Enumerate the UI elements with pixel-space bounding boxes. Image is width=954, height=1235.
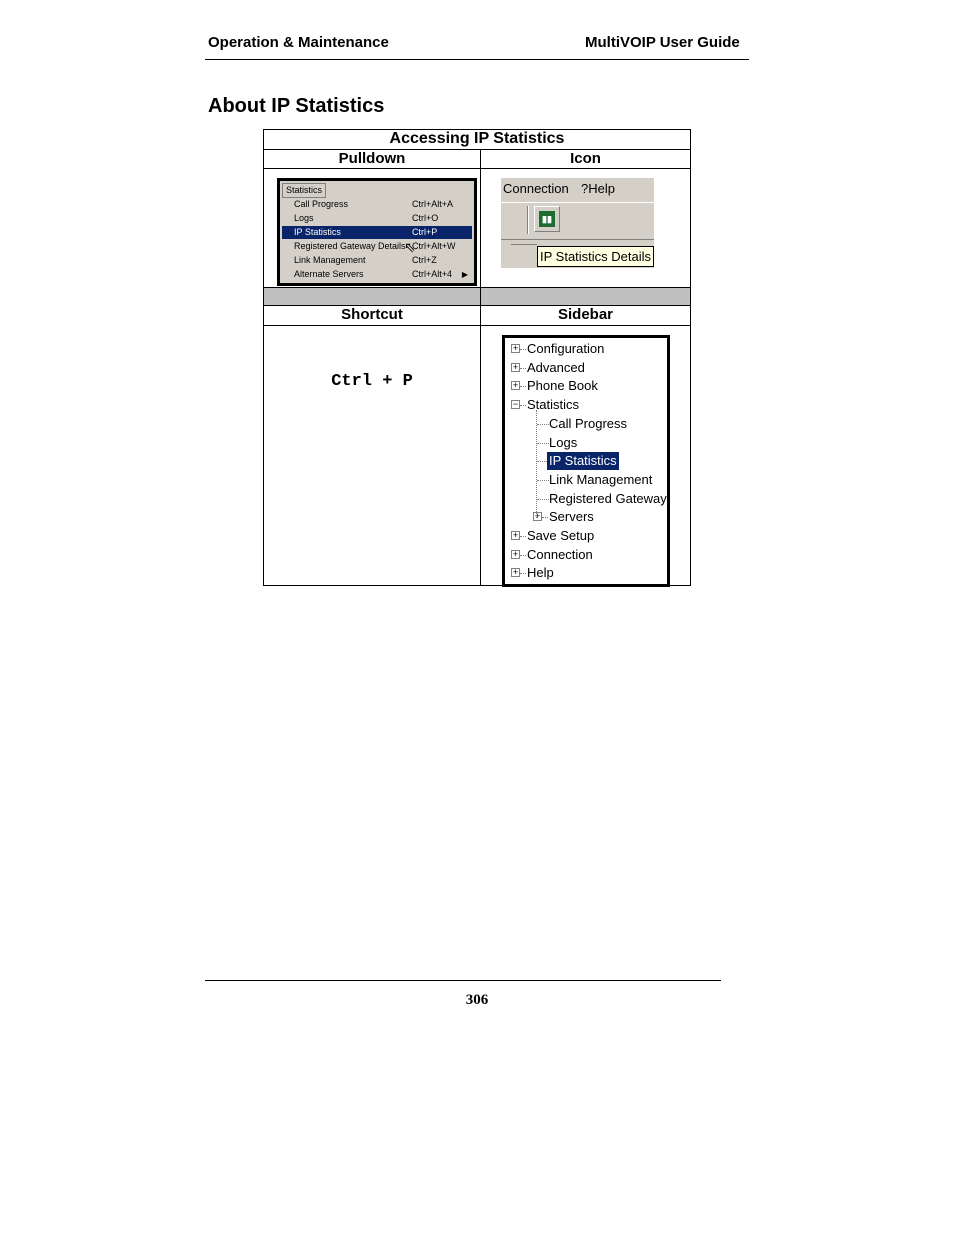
ip-statistics-icon: ▮▮ [539, 211, 555, 227]
tree-node[interactable] [509, 508, 667, 526]
tree-node-label: Configuration [527, 341, 605, 356]
pulldown-menu-screenshot [277, 178, 477, 286]
menu-item-label: IP Statistics [294, 227, 341, 237]
tree-node-label: Help [527, 565, 554, 581]
footer-rule [205, 980, 721, 981]
collapse-icon[interactable]: − [512, 399, 519, 410]
tree-node[interactable] [509, 377, 667, 395]
toolbar-screenshot [501, 178, 654, 268]
menu-item-label: Link Management [294, 255, 366, 265]
tree-node[interactable] [509, 490, 667, 508]
access-table [263, 129, 691, 586]
tree-connector [520, 536, 526, 537]
running-header-right: MultiVOIP User Guide [585, 34, 740, 51]
menu-item[interactable] [282, 254, 472, 267]
menu-help: ?Help [581, 181, 615, 196]
tree-node-label: Registered Gateway [549, 490, 667, 506]
menu-item-shortcut: Ctrl+O [412, 213, 439, 223]
sidebar-tree-screenshot [502, 335, 670, 587]
tree-node[interactable] [509, 340, 667, 358]
menu-item-shortcut: Ctrl+Alt+W [412, 241, 456, 251]
tree-node-label: Servers [549, 509, 594, 525]
tree-connector [542, 517, 548, 518]
menu-item-label: Logs [294, 213, 314, 223]
menu-connection: Connection [503, 181, 569, 196]
menu-item-shortcut: Ctrl+P [412, 227, 438, 237]
tree-node-label: Link Management [549, 471, 653, 487]
tree-node[interactable] [509, 434, 667, 452]
column-divider [480, 305, 481, 586]
tree-node[interactable] [509, 564, 667, 582]
expand-icon[interactable]: + [534, 511, 541, 522]
menu-title-statistics: Statistics [282, 183, 326, 198]
tree-node[interactable] [509, 527, 667, 545]
column-header-icon: Icon [570, 150, 601, 167]
tree-connector [520, 386, 526, 387]
ip-statistics-button[interactable] [534, 206, 560, 232]
tree-connector [520, 405, 526, 406]
expand-icon[interactable]: + [512, 361, 519, 372]
spacer-row [264, 287, 690, 305]
expand-icon[interactable]: + [512, 567, 519, 578]
column-divider [480, 287, 481, 305]
tree-node-label: Save Setup [527, 528, 595, 543]
tree-node-label: Statistics [527, 397, 580, 413]
tree-node-label: Call Progress [549, 415, 628, 431]
page-number: 306 [465, 992, 489, 1008]
tree-connector [536, 410, 537, 518]
menu-item[interactable] [282, 268, 472, 281]
mouse-cursor-icon: ⇖ [404, 239, 416, 255]
menu-item-label: Alternate Servers [294, 269, 364, 279]
menu-item[interactable] [282, 240, 472, 253]
tree-connector [537, 499, 549, 500]
menu-item-shortcut: Ctrl+Z [412, 255, 437, 265]
divider [511, 244, 537, 245]
tree-node[interactable] [509, 452, 667, 470]
column-header-pulldown: Pulldown [338, 150, 406, 167]
tree-connector [537, 480, 549, 481]
tree-connector [520, 368, 526, 369]
keyboard-shortcut: Ctrl + P [331, 372, 413, 391]
menu-item-shortcut: Ctrl+Alt+A [412, 199, 454, 209]
tree-connector [537, 443, 549, 444]
tree-node-label: Phone Book [527, 378, 598, 394]
menu-item[interactable] [282, 226, 472, 239]
tree-node[interactable] [509, 359, 667, 377]
section-title: About IP Statistics [208, 95, 385, 117]
column-header-shortcut: Shortcut [341, 306, 403, 323]
tooltip: IP Statistics Details [537, 246, 654, 267]
menu-item-label: Registered Gateway Details [294, 241, 406, 251]
tree-node-label: Logs [549, 434, 578, 450]
divider [264, 325, 690, 326]
column-header-sidebar: Sidebar [557, 306, 614, 323]
tree-connector [520, 349, 526, 350]
tree-node[interactable] [509, 546, 667, 564]
menu-bar [501, 178, 654, 200]
divider [264, 168, 690, 169]
expand-icon[interactable]: + [512, 343, 519, 353]
toolbar [501, 202, 654, 240]
tree-node-label: Connection [527, 546, 593, 562]
tree-node-label: IP Statistics [549, 453, 617, 469]
expand-icon[interactable]: + [512, 380, 519, 391]
column-divider [480, 149, 481, 287]
tree-connector [537, 424, 549, 425]
tree-connector [520, 573, 526, 574]
menu-item-shortcut: Ctrl+Alt+4 [412, 269, 453, 279]
running-header-left: Operation & Maintenance [208, 34, 389, 51]
header-rule [205, 59, 749, 60]
divider [264, 287, 690, 288]
tree-node[interactable] [509, 415, 667, 433]
expand-icon[interactable]: + [512, 548, 519, 559]
menu-item[interactable] [282, 198, 472, 211]
table-title: Accessing IP Statistics [389, 130, 565, 147]
tree-node[interactable] [509, 396, 667, 414]
menu-item-label: Call Progress [294, 199, 349, 209]
tree-node-label: Advanced [527, 359, 585, 375]
toolbar-separator [527, 206, 529, 234]
expand-icon[interactable]: + [512, 530, 519, 540]
submenu-arrow-icon: ▶ [461, 270, 468, 279]
menu-item[interactable] [282, 212, 472, 225]
tree-node[interactable] [509, 471, 667, 489]
tree-connector [520, 555, 526, 556]
